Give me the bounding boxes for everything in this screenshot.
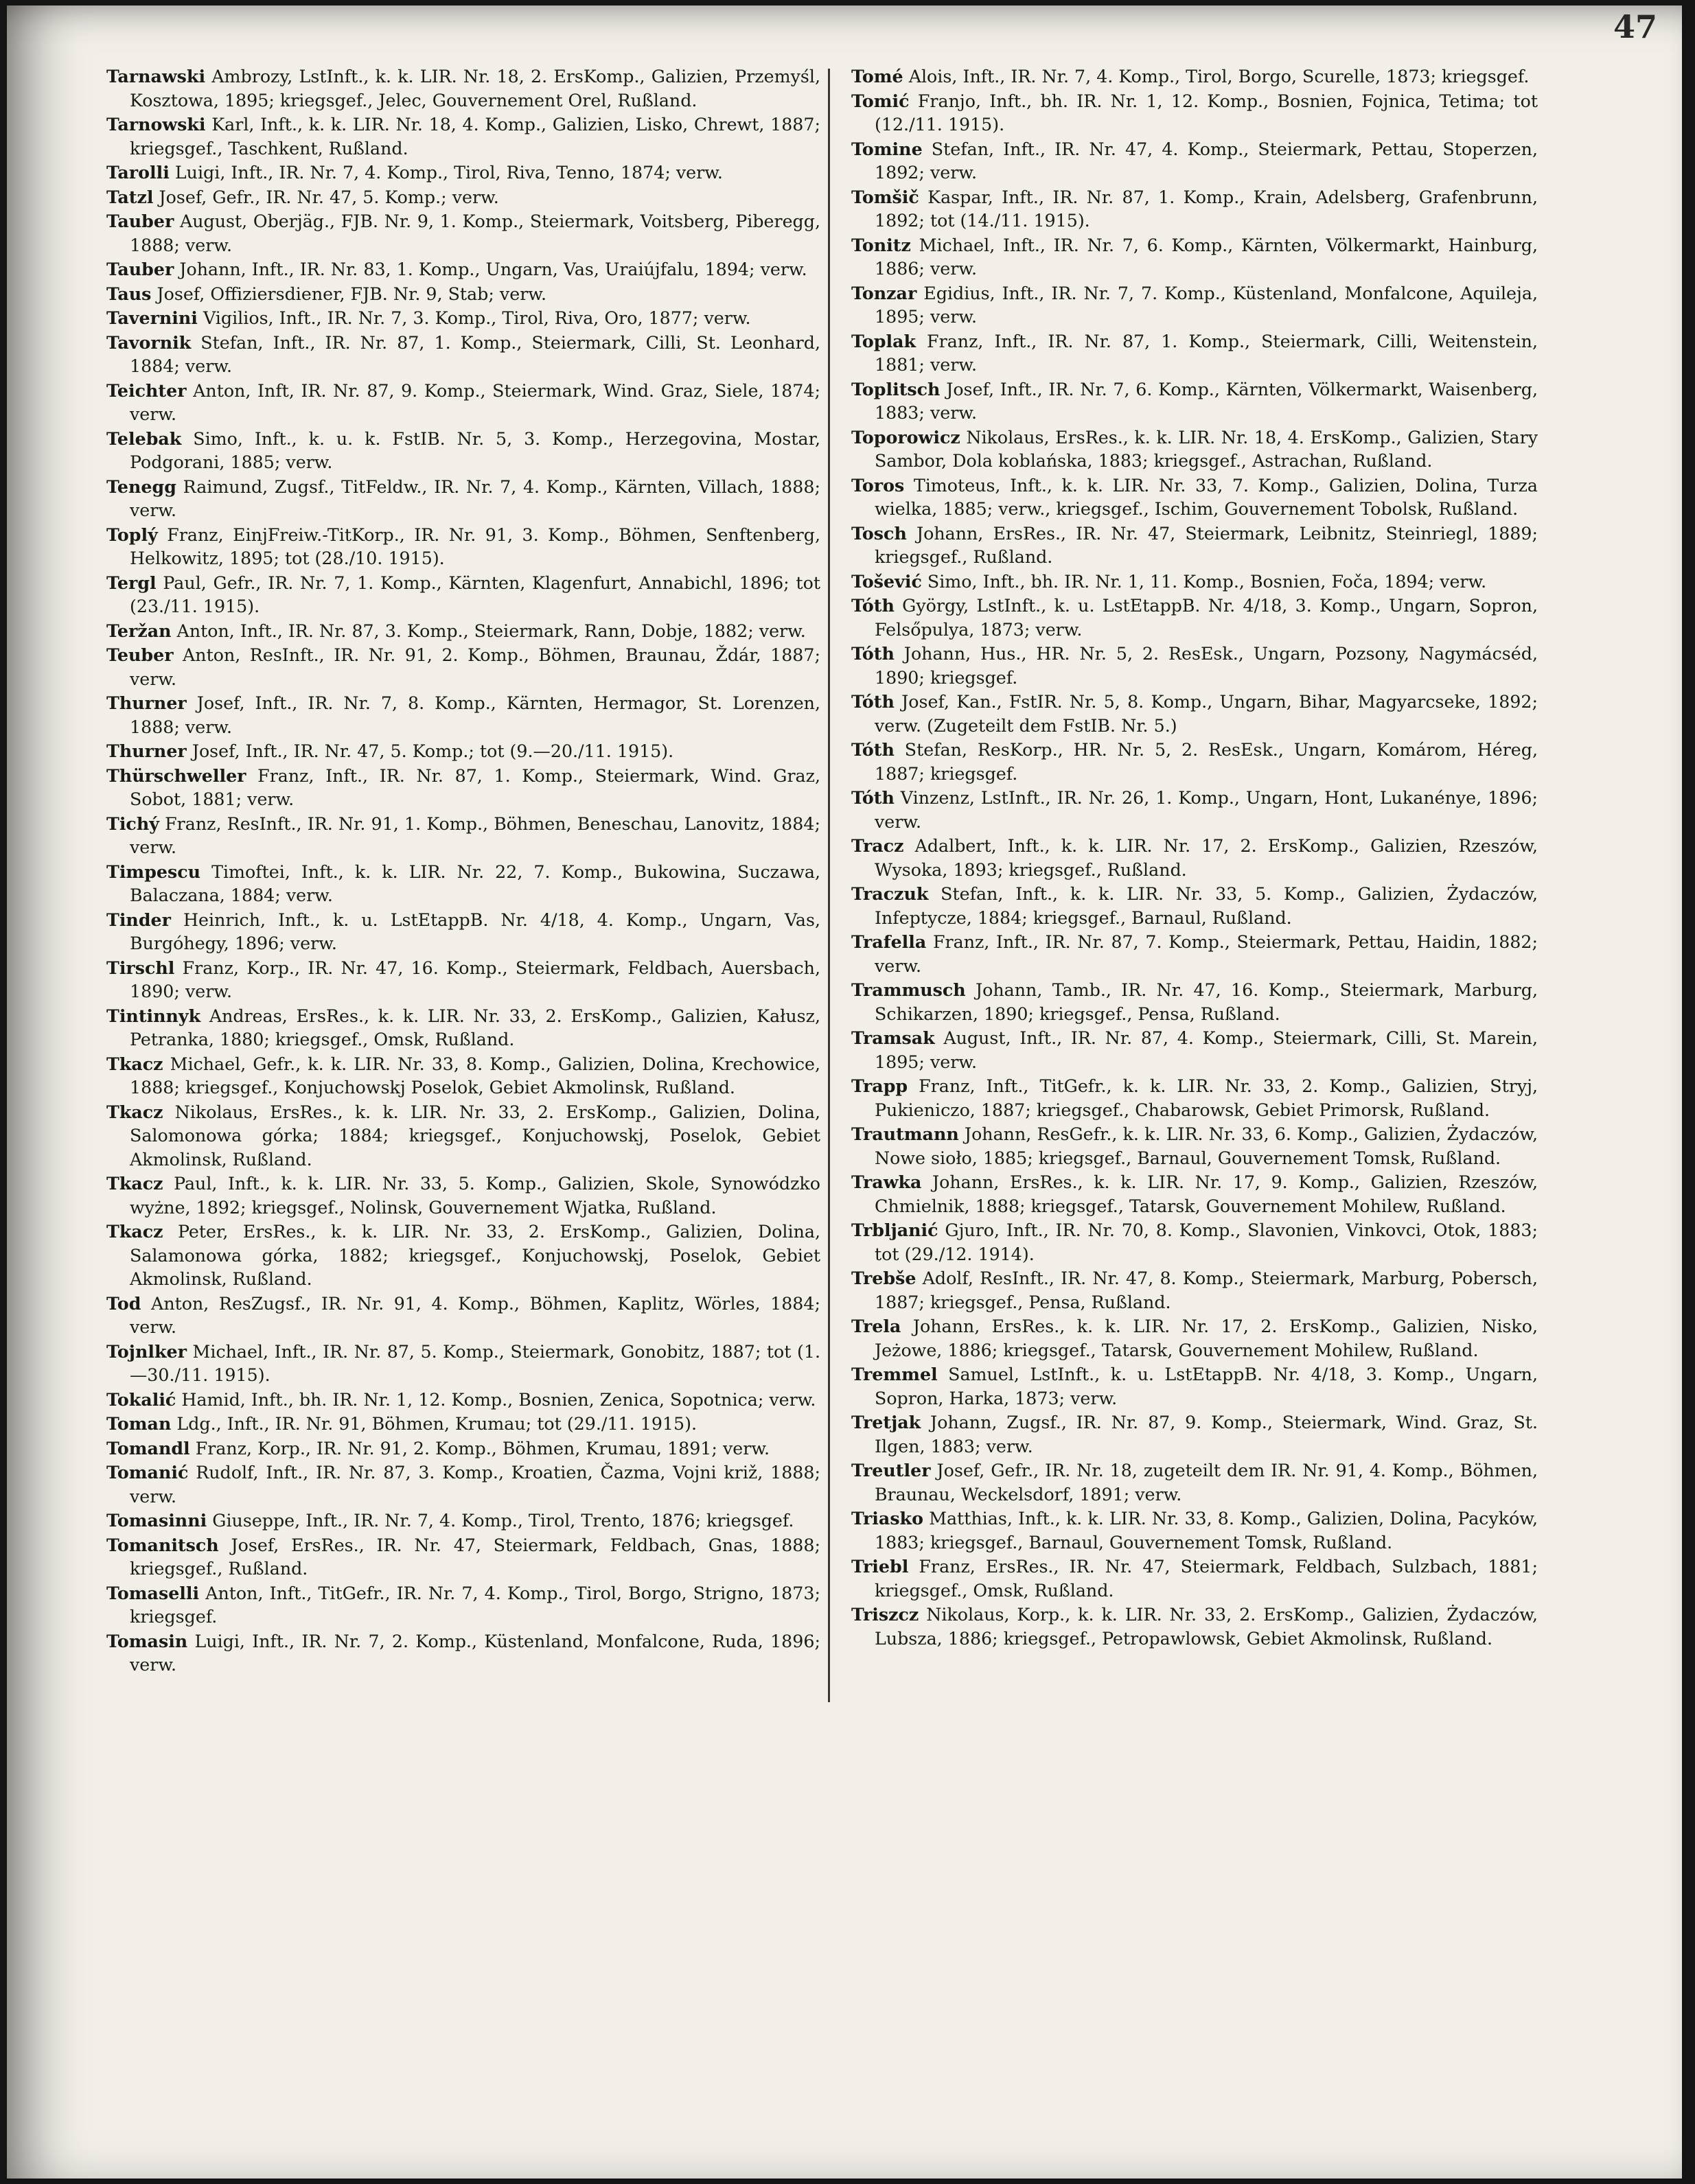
entry-details: Josef, Offiziersdiener, FJB. Nr. 9, Stab; verw. bbox=[157, 283, 546, 304]
entry-surname: Treutler bbox=[851, 1460, 931, 1480]
entry-details: Josef, ErsRes., IR. Nr. 47, Steiermark, Feldbach, Gnas, 1888; kriegsgef., Rußland. bbox=[130, 1535, 821, 1579]
entry-details: Anton, Inft, IR. Nr. 87, 9. Komp., Steiermark, Wind. Graz, Siele, 1874; verw. bbox=[130, 380, 821, 424]
entry-surname: Tomasin bbox=[106, 1630, 188, 1651]
register-entry bbox=[106, 1004, 820, 1052]
entry-surname: Tomanić bbox=[106, 1462, 189, 1483]
entry-details: Timoteus, Inft., k. k. LIR. Nr. 33, 7. Komp., Galizien, Dolina, Turza wielka, 1885; verw., kriegsgef., Ischim, Gouvernement Tobolsk, Rußland. bbox=[875, 475, 1538, 519]
register-entry bbox=[851, 522, 1538, 570]
entry-surname: Telebak bbox=[106, 428, 182, 449]
entry-details: Adalbert, Inft., k. k. LIR. Nr. 17, 2. ErsKomp., Galizien, Rzeszów, Wysoka, 1893; kriegsgef., Rußland. bbox=[875, 836, 1538, 880]
entry-details: Matthias, Inft., k. k. LIR. Nr. 33, 8. Komp., Galizien, Dolina, Pacyków, 1883; kriegsgef., Barnaul, Gouvernement Tomsk, Rußland. bbox=[875, 1509, 1538, 1553]
entry-surname: Tokalić bbox=[106, 1389, 176, 1410]
document-page bbox=[7, 5, 1682, 2179]
register-entry bbox=[106, 860, 820, 908]
entry-details: Raimund, Zugsf., TitFeldw., IR. Nr. 7, 4. Komp., Kärnten, Villach, 1888; verw. bbox=[130, 476, 820, 520]
register-entry bbox=[106, 257, 820, 282]
entry-surname: Tóth bbox=[851, 691, 895, 712]
entry-surname: Tomandl bbox=[106, 1437, 190, 1459]
entry-details: Stefan, Inft., k. k. LIR. Nr. 33, 5. Komp., Galizien, Żydaczów, Infeptycze, 1884; kriegsgef., Barnaul, Rußland. bbox=[875, 884, 1538, 928]
register-entry bbox=[851, 1170, 1538, 1218]
entry-details: Stefan, Inft., IR. Nr. 87, 1. Komp., Steiermark, Cilli, St. Leonhard, 1884; verw. bbox=[130, 332, 821, 376]
entry-details: Adolf, ResInft., IR. Nr. 47, 8. Komp., Steiermark, Marburg, Pobersch, 1887; kriegsgef., Pensa, Rußland. bbox=[875, 1268, 1538, 1312]
entry-details: Johann, ErsRes., k. k. LIR. Nr. 17, 9. Komp., Galizien, Rzeszów, Chmielnik, 1888; kriegsgef., Tatarsk, Gouvernement Mohilew, Rußland. bbox=[875, 1172, 1538, 1216]
entry-surname: Taus bbox=[106, 283, 152, 304]
register-entry bbox=[851, 281, 1538, 329]
entry-surname: Tóth bbox=[851, 739, 895, 760]
register-entry bbox=[106, 331, 820, 379]
entry-surname: Tod bbox=[106, 1292, 141, 1314]
register-entry bbox=[851, 594, 1538, 642]
register-entry bbox=[851, 786, 1538, 834]
register-entry bbox=[851, 1218, 1538, 1266]
entry-surname: Tintinnyk bbox=[106, 1005, 201, 1026]
entry-surname: Tomé bbox=[851, 66, 903, 86]
entry-details: Josef, Kan., FstIR. Nr. 5, 8. Komp., Ungarn, Bihar, Magyarcseke, 1892; verw. (Zugeteilt dem FstIB. Nr. 5.) bbox=[875, 692, 1538, 736]
entry-surname: Tóth bbox=[851, 787, 895, 808]
register-entry bbox=[851, 834, 1538, 882]
entry-surname: Tkacz bbox=[106, 1221, 163, 1242]
entry-surname: Trafella bbox=[851, 931, 927, 952]
entry-details: Michael, Inft., IR. Nr. 7, 6. Komp., Kärnten, Völkermarkt, Hainburg, 1886; verw. bbox=[875, 235, 1538, 279]
entry-surname: Tomasinni bbox=[106, 1510, 207, 1531]
register-entry bbox=[106, 379, 820, 427]
entry-details: Paul, Inft., k. k. LIR. Nr. 33, 5. Komp., Galizien, Skole, Synowódzko wyżne, 1892; kriegsgef., Nolinsk, Gouvernement Wjatka, Rußland. bbox=[130, 1174, 820, 1218]
entry-details: Samuel, LstInft., k. u. LstEtappB. Nr. 4/18, 3. Komp., Ungarn, Sopron, Harka, 1873; verw. bbox=[875, 1364, 1538, 1408]
register-entry bbox=[106, 643, 820, 691]
entry-surname: Tošević bbox=[851, 570, 922, 592]
register-entry bbox=[106, 306, 820, 331]
register-entry bbox=[106, 908, 820, 956]
entry-surname: Teichter bbox=[106, 380, 187, 401]
register-entry bbox=[106, 1220, 820, 1292]
register-entry bbox=[851, 185, 1538, 233]
entry-surname: Tavornik bbox=[106, 332, 192, 353]
entry-details: Franz, Inft., IR. Nr. 87, 1. Komp., Steiermark, Wind. Graz, Sobot, 1881; verw. bbox=[130, 765, 820, 809]
register-entry bbox=[106, 1581, 820, 1629]
register-entry bbox=[851, 1122, 1538, 1170]
entry-surname: Tosch bbox=[851, 522, 907, 544]
entry-details: Rudolf, Inft., IR. Nr. 87, 3. Komp., Kroatien, Čazma, Vojni križ, 1888; verw. bbox=[130, 1463, 820, 1507]
entry-surname: Thürschweller bbox=[106, 765, 246, 786]
entry-surname: Tóth bbox=[851, 643, 895, 664]
entry-details: Simo, Inft., k. u. k. FstIB. Nr. 5, 3. Komp., Herzegovina, Mostar, Podgorani, 1885; verw. bbox=[130, 428, 820, 472]
entry-details: Timoftei, Inft., k. k. LIR. Nr. 22, 7. Komp., Bukowina, Suczawa, Balaczana, 1884; verw. bbox=[130, 861, 820, 905]
entry-surname: Tarolli bbox=[106, 162, 170, 183]
register-entry bbox=[851, 1362, 1538, 1410]
entry-surname: Tramsak bbox=[851, 1027, 935, 1048]
register-entry bbox=[851, 1026, 1538, 1074]
entry-details: Luigi, Inft., IR. Nr. 7, 2. Komp., Küstenland, Monfalcone, Ruda, 1896; verw. bbox=[130, 1631, 820, 1675]
entry-surname: Toplý bbox=[106, 524, 158, 545]
register-entry bbox=[851, 1507, 1538, 1555]
entry-surname: Tergl bbox=[106, 572, 157, 593]
entry-surname: Tomanitsch bbox=[106, 1534, 219, 1555]
entry-surname: Trela bbox=[851, 1316, 901, 1336]
entry-details: Peter, ErsRes., k. k. LIR. Nr. 33, 2. ErsKomp., Galizien, Dolina, Salamonowa górka, 1882; kriegsgef., Konjuchowskj, Poselok, Gebiet Akmolinsk, Rußland. bbox=[130, 1222, 820, 1289]
register-entry bbox=[851, 137, 1538, 185]
entry-details: Johann, Tamb., IR. Nr. 47, 16. Komp., Steiermark, Marburg, Schikarzen, 1890; kriegsgef., Pensa, Rußland. bbox=[875, 980, 1538, 1024]
entry-surname: Toporowicz bbox=[851, 426, 960, 448]
register-entry bbox=[106, 427, 820, 475]
entry-details: Franz, EinjFreiw.-TitKorp., IR. Nr. 91, 3. Komp., Böhmen, Senftenberg, Helkowitz, 1895; tot (28./10. 1915). bbox=[130, 524, 820, 568]
register-entry bbox=[851, 570, 1538, 594]
register-entry bbox=[851, 1074, 1538, 1122]
entry-surname: Tomine bbox=[851, 138, 923, 159]
register-entry bbox=[851, 930, 1538, 978]
entry-surname: Tauber bbox=[106, 259, 174, 279]
entry-surname: Toman bbox=[106, 1413, 172, 1434]
register-entry bbox=[851, 377, 1538, 426]
register-entry bbox=[851, 978, 1538, 1026]
entry-surname: Teuber bbox=[106, 644, 174, 665]
register-entry bbox=[106, 209, 820, 257]
entry-details: Simo, Inft., bh. IR. Nr. 1, 11. Komp., Bosnien, Foča, 1894; verw. bbox=[927, 571, 1487, 592]
register-entry bbox=[106, 1461, 820, 1509]
entry-details: Alois, Inft., IR. Nr. 7, 4. Komp., Tirol, Borgo, Scurelle, 1873; kriegsgef. bbox=[908, 67, 1530, 86]
entry-details: Josef, Inft., IR. Nr. 7, 8. Komp., Kärnten, Hermagor, St. Lorenzen, 1888; verw. bbox=[130, 693, 820, 737]
entry-surname: Tauber bbox=[106, 211, 174, 231]
register-entry bbox=[106, 812, 820, 860]
entry-details: Josef, Inft., IR. Nr. 47, 5. Komp.; tot (9.—20./11. 1915). bbox=[192, 741, 674, 761]
entry-details: Johann, ErsRes., IR. Nr. 47, Steiermark, Leibnitz, Steinriegl, 1889; kriegsgef., Rußland. bbox=[875, 523, 1538, 567]
entry-surname: Tretjak bbox=[851, 1412, 921, 1432]
entry-surname: Thurner bbox=[106, 693, 187, 713]
register-entry bbox=[106, 764, 820, 812]
entry-details: Ambrozy, LstInft., k. k. LIR. Nr. 18, 2. ErsKomp., Galizien, Przemyśl, Kosztowa, 1895; kriegsgef., Jelec, Gouvernement Orel, Rußland. bbox=[130, 67, 820, 111]
register-entry bbox=[851, 65, 1538, 89]
register-entry bbox=[106, 185, 820, 210]
register-entry bbox=[106, 475, 820, 523]
register-entry bbox=[106, 1340, 820, 1388]
entry-surname: Tremmel bbox=[851, 1364, 938, 1384]
entry-surname: Toplak bbox=[851, 330, 916, 351]
entry-surname: Tomšič bbox=[851, 186, 919, 207]
entry-surname: Tkacz bbox=[106, 1101, 163, 1122]
entry-details: Franjo, Inft., bh. IR. Nr. 1, 12. Komp., Bosnien, Fojnica, Tetima; tot (12./11. 1915). bbox=[875, 91, 1538, 135]
register-entry bbox=[851, 89, 1538, 137]
entry-details: Vigilios, Inft., IR. Nr. 7, 3. Komp., Tirol, Riva, Oro, 1877; verw. bbox=[203, 308, 751, 328]
register-entry bbox=[106, 1437, 820, 1461]
register-entry bbox=[851, 474, 1538, 522]
register-entry bbox=[106, 1629, 820, 1677]
entry-details: Josef, Inft., IR. Nr. 7, 6. Komp., Kärnten, Völkermarkt, Waisenberg, 1883; verw. bbox=[875, 379, 1538, 423]
entry-surname: Toros bbox=[851, 474, 905, 496]
entry-surname: Tarnawski bbox=[106, 66, 206, 86]
entry-details: August, Inft., IR. Nr. 87, 4. Komp., Steiermark, Cilli, St. Marein, 1895; verw. bbox=[875, 1028, 1538, 1072]
entry-surname: Tonzar bbox=[851, 282, 917, 303]
entry-details: Michael, Inft., IR. Nr. 87, 5. Komp., Steiermark, Gonobitz, 1887; tot (1.—30./11. 1915). bbox=[130, 1341, 820, 1385]
entry-details: Stefan, ResKorp., HR. Nr. 5, 2. ResEsk., Ungarn, Komárom, Héreg, 1887; kriegsgef. bbox=[875, 740, 1538, 784]
entry-surname: Trapp bbox=[851, 1076, 908, 1096]
entry-surname: Triszcz bbox=[851, 1604, 919, 1625]
entry-details: Josef, Gefr., IR. Nr. 18, zugeteilt dem IR. Nr. 91, 4. Komp., Böhmen, Braunau, Weckelsdorf, 1891; verw. bbox=[875, 1461, 1538, 1505]
page-number: 47 bbox=[1613, 8, 1657, 45]
entry-surname: Tinder bbox=[106, 909, 171, 930]
entry-surname: Tatzl bbox=[106, 186, 154, 207]
entry-details: Johann, Hus., HR. Nr. 5, 2. ResEsk., Ungarn, Pozsony, Nagymácséd, 1890; kriegsgef. bbox=[875, 644, 1538, 688]
register-entry bbox=[851, 233, 1538, 281]
entry-surname: Tojnlker bbox=[106, 1340, 187, 1362]
register-entry bbox=[851, 882, 1538, 930]
entry-surname: Tichý bbox=[106, 813, 159, 834]
register-entry bbox=[851, 1266, 1538, 1314]
entry-surname: Triebl bbox=[851, 1556, 909, 1577]
register-entry bbox=[106, 282, 820, 307]
entry-surname: Tavernini bbox=[106, 307, 198, 328]
register-entry bbox=[106, 1292, 820, 1340]
entry-details: Nikolaus, ErsRes., k. k. LIR. Nr. 33, 2. ErsKomp., Galizien, Dolina, Salomonowa górka; 1884; kriegsgef., Konjuchowskj, Poselok, Gebiet Akmolinsk, Rußland. bbox=[130, 1102, 820, 1170]
entry-details: Ldg., Inft., IR. Nr. 91, Böhmen, Krumau; tot (29./11. 1915). bbox=[176, 1414, 697, 1434]
entry-details: Franz, ResInft., IR. Nr. 91, 1. Komp., Böhmen, Beneschau, Lanovitz, 1884; verw. bbox=[130, 813, 820, 857]
register-entry bbox=[851, 329, 1538, 377]
register-entry bbox=[106, 1052, 820, 1100]
entry-details: Karl, Inft., k. k. LIR. Nr. 18, 4. Komp., Galizien, Lisko, Chrewt, 1887; kriegsgef., Taschkent, Rußland. bbox=[130, 115, 820, 159]
entry-details: Giuseppe, Inft., IR. Nr. 7, 4. Komp., Tirol, Trento, 1876; kriegsgef. bbox=[212, 1511, 794, 1531]
entry-surname: Trautmann bbox=[851, 1124, 959, 1144]
register-entry bbox=[851, 1555, 1538, 1603]
register-entry bbox=[106, 1509, 820, 1533]
register-entry bbox=[851, 1459, 1538, 1507]
entry-details: Gjuro, Inft., IR. Nr. 70, 8. Komp., Slavonien, Vinkovci, Otok, 1883; tot (29./12. 1914). bbox=[875, 1220, 1538, 1264]
register-entry bbox=[851, 738, 1538, 786]
right-column bbox=[851, 65, 1538, 1651]
entry-details: Anton, Inft., IR. Nr. 87, 3. Komp., Steiermark, Rann, Dobje, 1882; verw. bbox=[176, 620, 806, 641]
entry-details: Franz, Inft., TitGefr., k. k. LIR. Nr. 33, 2. Komp., Galizien, Stryj, Pukieniczo, 1887; kriegsgef., Chabarowsk, Gebiet Primorsk, Rußland. bbox=[875, 1076, 1538, 1120]
entry-details: Andreas, ErsRes., k. k. LIR. Nr. 33, 2. ErsKomp., Galizien, Kałusz, Petranka, 1880; kriegsgef., Omsk, Rußland. bbox=[130, 1006, 820, 1049]
entry-surname: Tenegg bbox=[106, 476, 176, 497]
entry-surname: Toplitsch bbox=[851, 378, 941, 399]
entry-details: Johann, Zugsf., IR. Nr. 87, 9. Komp., Steiermark, Wind. Graz, St. Ilgen, 1883; verw. bbox=[875, 1413, 1538, 1456]
register-entry bbox=[106, 113, 820, 161]
entry-details: Anton, ResInft., IR. Nr. 91, 2. Komp., Böhmen, Braunau, Ždár, 1887; verw. bbox=[130, 645, 820, 689]
entry-surname: Triasko bbox=[851, 1508, 923, 1529]
entry-details: Anton, Inft., TitGefr., IR. Nr. 7, 4. Komp., Tirol, Borgo, Strigno, 1873; kriegsgef. bbox=[130, 1583, 820, 1627]
entry-details: Franz, Korp., IR. Nr. 91, 2. Komp., Böhmen, Krumau, 1891; verw. bbox=[195, 1438, 770, 1459]
entry-surname: Trebše bbox=[851, 1268, 916, 1288]
register-entry bbox=[851, 1314, 1538, 1362]
register-entry bbox=[851, 642, 1538, 690]
entry-details: Stefan, Inft., IR. Nr. 47, 4. Komp., Steiermark, Pettau, Stoperzen, 1892; verw. bbox=[875, 139, 1538, 183]
entry-details: Franz, ErsRes., IR. Nr. 47, Steiermark, Feldbach, Sulzbach, 1881; kriegsgef., Omsk, Rußland. bbox=[875, 1557, 1538, 1601]
entry-details: Nikolaus, Korp., k. k. LIR. Nr. 33, 2. ErsKomp., Galizien, Żydaczów, Lubsza, 1886; kriegsgef., Petropawlowsk, Gebiet Akmolinsk, Rußland. bbox=[875, 1605, 1538, 1649]
entry-details: Vinzenz, LstInft., IR. Nr. 26, 1. Komp., Ungarn, Hont, Lukanénye, 1896; verw. bbox=[875, 788, 1538, 832]
column-divider bbox=[828, 69, 830, 1702]
entry-surname: Trammusch bbox=[851, 979, 966, 1000]
entry-details: Luigi, Inft., IR. Nr. 7, 4. Komp., Tirol, Riva, Tenno, 1874; verw. bbox=[174, 163, 723, 183]
register-entry bbox=[106, 161, 820, 185]
entry-surname: Tonitz bbox=[851, 234, 911, 255]
register-entry bbox=[106, 619, 820, 644]
entry-details: Franz, Inft., IR. Nr. 87, 7. Komp., Steiermark, Pettau, Haidin, 1882; verw. bbox=[875, 932, 1538, 976]
entry-details: Egidius, Inft., IR. Nr. 7, 7. Komp., Küstenland, Monfalcone, Aquileja, 1895; verw. bbox=[875, 283, 1538, 327]
register-entry bbox=[106, 1100, 820, 1172]
entry-surname: Tarnowski bbox=[106, 114, 206, 135]
register-entry bbox=[106, 956, 820, 1004]
entry-surname: Teržan bbox=[106, 620, 172, 641]
entry-details: Josef, Gefr., IR. Nr. 47, 5. Komp.; verw. bbox=[159, 187, 499, 207]
entry-details: August, Oberjäg., FJB. Nr. 9, 1. Komp., Steiermark, Voitsberg, Piberegg, 1888; verw. bbox=[130, 211, 820, 255]
entry-surname: Thurner bbox=[106, 741, 187, 761]
entry-details: Johann, Inft., IR. Nr. 83, 1. Komp., Ungarn, Vas, Uraiújfalu, 1894; verw. bbox=[179, 259, 807, 279]
entry-details: Anton, ResZugsf., IR. Nr. 91, 4. Komp., Böhmen, Kaplitz, Wörles, 1884; verw. bbox=[130, 1293, 820, 1337]
register-entry bbox=[851, 426, 1538, 474]
entry-surname: Trbljanić bbox=[851, 1220, 938, 1240]
entry-surname: Timpescu bbox=[106, 861, 201, 882]
entry-details: György, LstInft., k. u. LstEtappB. Nr. 4/18, 3. Komp., Ungarn, Sopron, Felsőpulya, 1873; verw. bbox=[875, 596, 1538, 640]
entry-details: Hamid, Inft., bh. IR. Nr. 1, 12. Komp., Bosnien, Zenica, Sopotnica; verw. bbox=[181, 1389, 816, 1410]
register-entry bbox=[106, 571, 820, 619]
entry-details: Heinrich, Inft., k. u. LstEtappB. Nr. 4/18, 4. Komp., Ungarn, Vas, Burgóhegy, 1896; verw. bbox=[130, 909, 820, 953]
register-entry bbox=[106, 523, 820, 571]
register-entry bbox=[851, 690, 1538, 738]
entry-details: Michael, Gefr., k. k. LIR. Nr. 33, 8. Komp., Galizien, Dolina, Krechowice, 1888; kriegsgef., Konjuchowskj Poselok, Gebiet Akmolinsk, Rußland. bbox=[130, 1054, 820, 1097]
entry-surname: Tkacz bbox=[106, 1053, 163, 1074]
entry-surname: Tóth bbox=[851, 595, 895, 616]
entry-details: Johann, ResGefr., k. k. LIR. Nr. 33, 6. Komp., Galizien, Żydaczów, Nowe sioło, 1885; kriegsgef., Barnaul, Gouvernement Tomsk, Rußland. bbox=[875, 1124, 1538, 1168]
register-entry bbox=[851, 1410, 1538, 1459]
register-entry bbox=[106, 65, 820, 113]
register-entry bbox=[851, 1603, 1538, 1651]
entry-details: Franz, Korp., IR. Nr. 47, 16. Komp., Steiermark, Feldbach, Auersbach, 1890; verw. bbox=[130, 957, 820, 1001]
entry-details: Paul, Gefr., IR. Nr. 7, 1. Komp., Kärnten, Klagenfurt, Annabichl, 1896; tot (23./11. 1915). bbox=[130, 572, 820, 616]
entry-surname: Tkacz bbox=[106, 1173, 163, 1194]
register-entry bbox=[106, 1172, 820, 1220]
register-entry bbox=[106, 1412, 820, 1437]
entry-surname: Tirschl bbox=[106, 957, 175, 978]
register-entry bbox=[106, 1388, 820, 1413]
entry-surname: Trawka bbox=[851, 1172, 922, 1192]
entry-surname: Tomaselli bbox=[106, 1582, 200, 1603]
entry-details: Johann, ErsRes., k. k. LIR. Nr. 17, 2. ErsKomp., Galizien, Nisko, Jeżowe, 1886; kriegsgef., Tatarsk, Gouvernement Mohilew, Rußland. bbox=[875, 1316, 1538, 1360]
entry-surname: Tracz bbox=[851, 835, 904, 856]
register-entry bbox=[106, 739, 820, 764]
entry-details: Franz, Inft., IR. Nr. 87, 1. Komp., Steiermark, Cilli, Weitenstein, 1881; verw. bbox=[875, 331, 1538, 375]
entry-details: Kaspar, Inft., IR. Nr. 87, 1. Komp., Krain, Adelsberg, Grafenbrunn, 1892; tot (14./11. 1915). bbox=[875, 187, 1538, 231]
entry-surname: Traczuk bbox=[851, 883, 929, 904]
register-entry bbox=[106, 691, 820, 739]
entry-details: Nikolaus, ErsRes., k. k. LIR. Nr. 18, 4. ErsKomp., Galizien, Stary Sambor, Dola koblańska, 1883; kriegsgef., Astrachan, Rußland. bbox=[875, 427, 1538, 471]
register-entry bbox=[106, 1533, 820, 1581]
entry-surname: Tomić bbox=[851, 90, 910, 111]
left-column bbox=[106, 65, 820, 1677]
